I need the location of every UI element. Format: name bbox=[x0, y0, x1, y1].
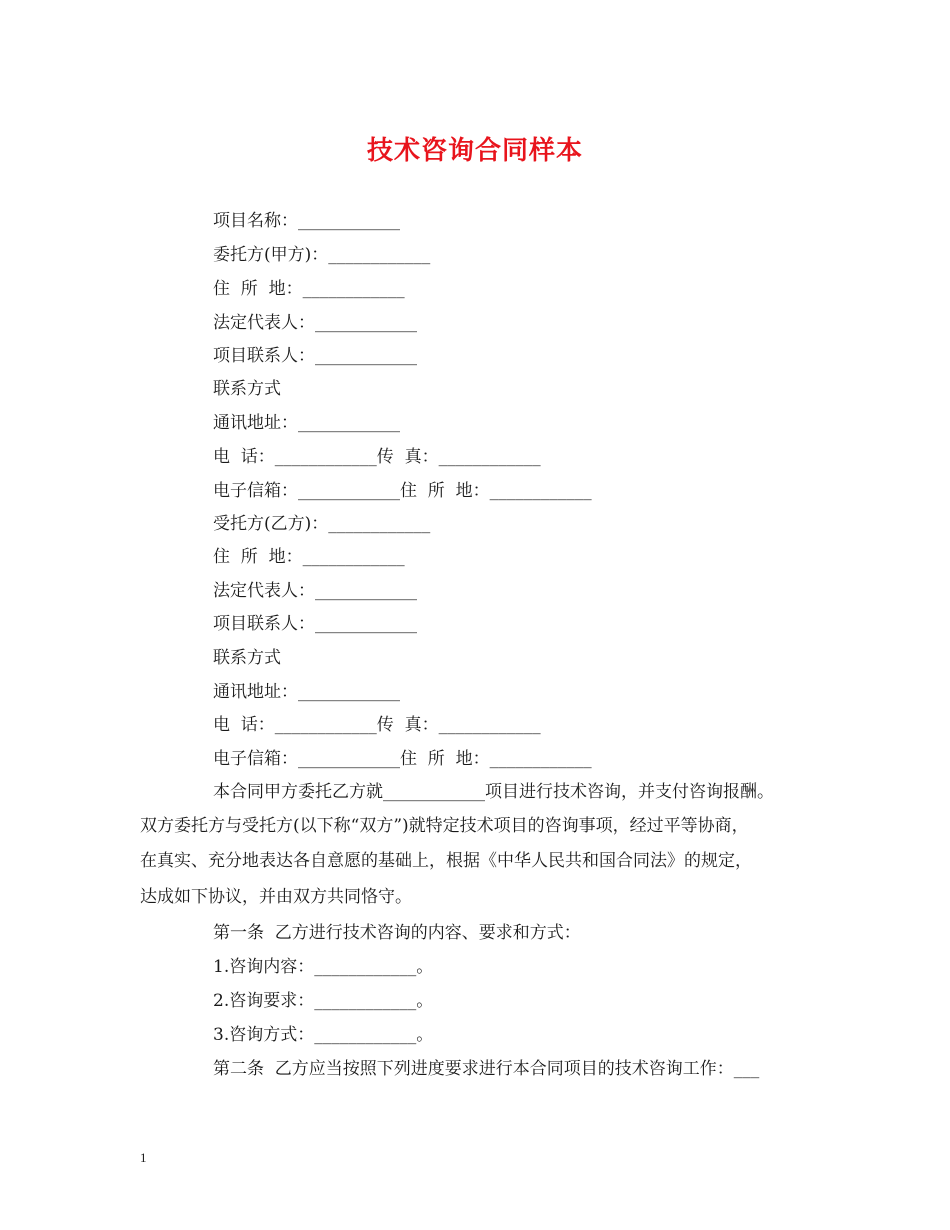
document-title: 技术咨询合同样本 bbox=[366, 136, 583, 166]
article-1-heading: 第一条 乙方进行技术咨询的内容、要求和方式： bbox=[213, 923, 581, 943]
intro-first-line: 本合同甲方委托乙方就____________项目进行技术咨询，并支付咨询报酬。 bbox=[213, 782, 774, 802]
article-1-item-2: 2.咨询要求：____________。 bbox=[213, 991, 434, 1011]
field-contractor: 受托方(乙方)：____________ bbox=[213, 514, 431, 534]
field-contractor-address: 住 所 地：____________ bbox=[213, 547, 405, 567]
field-contractor-email: 电子信箱：____________住 所 地：____________ bbox=[213, 749, 592, 769]
field-client-phone-fax: 电 话：____________传 真：____________ bbox=[213, 447, 541, 467]
field-contractor-contact: 项目联系人：____________ bbox=[213, 614, 417, 634]
field-client-email: 电子信箱：____________住 所 地：____________ bbox=[213, 481, 592, 501]
intro-line-2: 在真实、充分地表达各自意愿的基础上，根据《中华人民共和国合同法》的规定， bbox=[140, 851, 752, 871]
article-2-heading: 第二条 乙方应当按照下列进度要求进行本合同项目的技术咨询工作：___ bbox=[213, 1059, 760, 1079]
field-client-contact-method: 联系方式 bbox=[213, 379, 281, 399]
field-client-legal-rep: 法定代表人：____________ bbox=[213, 313, 417, 333]
intro-line-3: 达成如下协议，并由双方共同恪守。 bbox=[140, 887, 412, 907]
field-contractor-phone-fax: 电 话：____________传 真：____________ bbox=[213, 715, 541, 735]
field-contractor-mail-address: 通讯地址：____________ bbox=[213, 682, 400, 702]
article-1-item-3: 3.咨询方式：____________。 bbox=[213, 1025, 434, 1045]
intro-line-1: 双方委托方与受托方(以下称“双方”)就特定技术项目的咨询事项，经过平等协商， bbox=[140, 816, 749, 836]
field-project-name: 项目名称：____________ bbox=[213, 211, 400, 231]
field-client: 委托方(甲方)：____________ bbox=[213, 245, 431, 265]
page-number: 1 bbox=[140, 1150, 147, 1165]
field-client-address: 住 所 地：____________ bbox=[213, 279, 405, 299]
field-client-contact: 项目联系人：____________ bbox=[213, 346, 417, 366]
field-client-mail-address: 通讯地址：____________ bbox=[213, 413, 400, 433]
field-contractor-legal-rep: 法定代表人：____________ bbox=[213, 581, 417, 601]
article-1-item-1: 1.咨询内容：____________。 bbox=[213, 957, 434, 977]
field-contractor-contact-method: 联系方式 bbox=[213, 648, 281, 668]
